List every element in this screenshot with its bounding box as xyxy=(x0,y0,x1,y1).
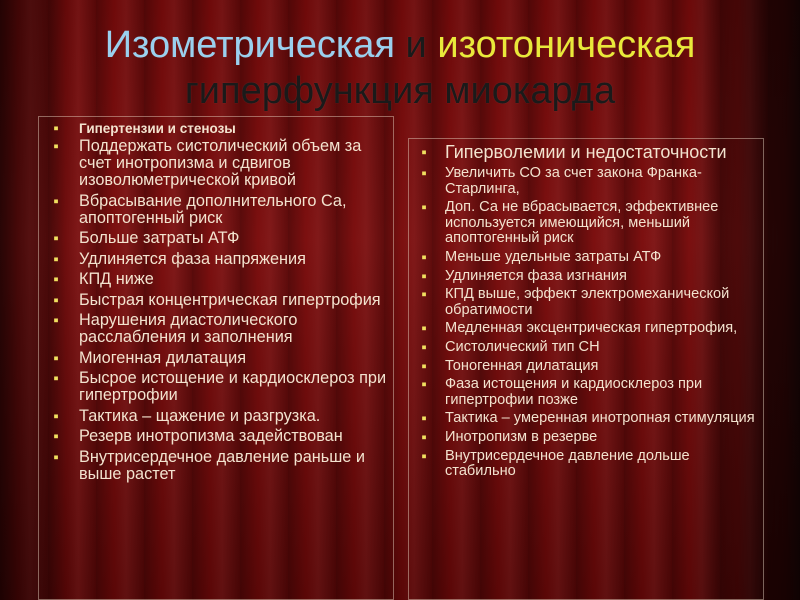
list-item-text: Быстрая концентрическая гипертрофия xyxy=(79,290,381,309)
list-item xyxy=(409,143,763,162)
list-item xyxy=(39,408,393,425)
list-item-text: Больше затраты АТФ xyxy=(79,229,240,247)
list-item-text: Бысрое истощение и кардиосклероз при гипертрофии xyxy=(79,369,387,404)
list-item xyxy=(409,359,763,375)
list-item-text: Гиперволемии и недостаточности xyxy=(445,142,727,162)
list-item xyxy=(409,287,763,318)
list-item-text: Тактика – щажение и разгрузка. xyxy=(79,406,321,425)
slide-title xyxy=(0,22,800,114)
list-item-text: Увеличить СО за счет закона Франка-Старлинга, xyxy=(445,165,702,197)
square-bullet-icon: ▪ xyxy=(53,250,59,268)
square-bullet-icon: ▪ xyxy=(421,248,427,266)
list-item xyxy=(409,411,763,427)
list-item-text: КПД выше, эффект электромеханической обратимости xyxy=(445,286,730,318)
list-item-text: КПД ниже xyxy=(79,270,154,288)
square-bullet-icon: ▪ xyxy=(421,338,427,356)
title-line2: гиперфункция миокарда xyxy=(184,70,616,112)
square-bullet-icon: ▪ xyxy=(53,291,59,309)
list-item-text: Резерв инотропизма задействован xyxy=(79,427,343,445)
list-item-text: Удлиняется фаза напряжения xyxy=(79,249,306,268)
list-item-text: Внутрисердечное давление раньше и выше растет xyxy=(79,447,365,483)
title-part-and: и xyxy=(395,24,438,66)
list-item xyxy=(39,271,393,288)
square-bullet-icon: ▪ xyxy=(421,286,427,304)
list-item xyxy=(409,321,763,337)
left-list xyxy=(39,117,393,483)
list-item-text: Тактика – умеренная инотропная стимуляция xyxy=(445,410,755,427)
title-part-isotonic: изотоническая xyxy=(437,24,696,66)
list-item xyxy=(39,428,393,445)
title-part-isometric: Изометрическая xyxy=(104,24,395,66)
square-bullet-icon: ▪ xyxy=(421,410,427,428)
list-item-text: Поддержать систолический объем за счет инотропизма и сдвигов изоволюметрической кривой xyxy=(79,137,362,189)
list-item xyxy=(39,251,393,268)
square-bullet-icon: ▪ xyxy=(53,138,59,155)
square-bullet-icon: ▪ xyxy=(421,267,427,285)
list-item xyxy=(39,449,393,483)
list-item xyxy=(409,269,763,285)
list-item xyxy=(409,250,763,266)
square-bullet-icon: ▪ xyxy=(421,144,427,161)
square-bullet-icon: ▪ xyxy=(53,120,59,137)
list-item xyxy=(409,200,763,247)
left-column-panel xyxy=(38,116,394,600)
list-item-text: Доп. Са не вбрасывается, эффективнее используется имеющийся, меньший апоптогенный риск xyxy=(445,199,719,247)
list-item xyxy=(409,340,763,356)
list-item xyxy=(39,138,393,189)
list-item-text: Гипертензии и стенозы xyxy=(79,121,236,136)
square-bullet-icon: ▪ xyxy=(53,230,59,247)
list-item-text: Вбрасывание дополнительного Са, апоптогенный риск xyxy=(79,191,347,227)
square-bullet-icon: ▪ xyxy=(421,165,427,182)
square-bullet-icon: ▪ xyxy=(53,271,59,288)
list-item xyxy=(39,292,393,309)
list-item-text: Систолический тип СН xyxy=(445,338,600,355)
square-bullet-icon: ▪ xyxy=(53,192,59,210)
list-item xyxy=(39,193,393,227)
list-item-text: Нарушения диастолического расслабления и заполнения xyxy=(79,311,298,346)
square-bullet-icon: ▪ xyxy=(421,447,427,465)
list-item-text: Фаза истощения и кардиосклероз при гипертрофии позже xyxy=(445,376,703,408)
list-item-text: Миогенная дилатация xyxy=(79,348,247,367)
square-bullet-icon: ▪ xyxy=(53,349,59,367)
square-bullet-icon: ▪ xyxy=(421,428,427,446)
list-item xyxy=(39,312,393,346)
list-item xyxy=(39,121,393,136)
list-item-text: Медленная эксцентрическая гипертрофия, xyxy=(445,320,738,337)
list-item xyxy=(409,377,763,408)
list-item-text: Удлиняется фаза изгнания xyxy=(445,267,627,284)
square-bullet-icon: ▪ xyxy=(421,320,427,338)
square-bullet-icon: ▪ xyxy=(53,428,59,445)
list-item-text: Внутрисердечное давление дольше стабильно xyxy=(445,447,690,480)
square-bullet-icon: ▪ xyxy=(53,448,59,466)
list-item-text: Тоногенная дилатация xyxy=(445,357,599,374)
list-item xyxy=(39,370,393,404)
right-column-panel xyxy=(408,138,764,600)
square-bullet-icon: ▪ xyxy=(421,376,427,394)
list-item-text: Инотропизм в резерве xyxy=(445,428,598,445)
square-bullet-icon: ▪ xyxy=(421,199,427,217)
square-bullet-icon: ▪ xyxy=(53,312,59,329)
square-bullet-icon: ▪ xyxy=(53,407,59,425)
list-item-text: Меньше удельные затраты АТФ xyxy=(445,248,662,265)
list-item xyxy=(39,230,393,247)
list-item xyxy=(409,430,763,446)
list-item xyxy=(39,350,393,367)
list-item xyxy=(409,166,763,197)
list-item xyxy=(409,449,763,480)
square-bullet-icon: ▪ xyxy=(53,370,59,387)
square-bullet-icon: ▪ xyxy=(421,357,427,375)
right-list xyxy=(409,139,763,480)
